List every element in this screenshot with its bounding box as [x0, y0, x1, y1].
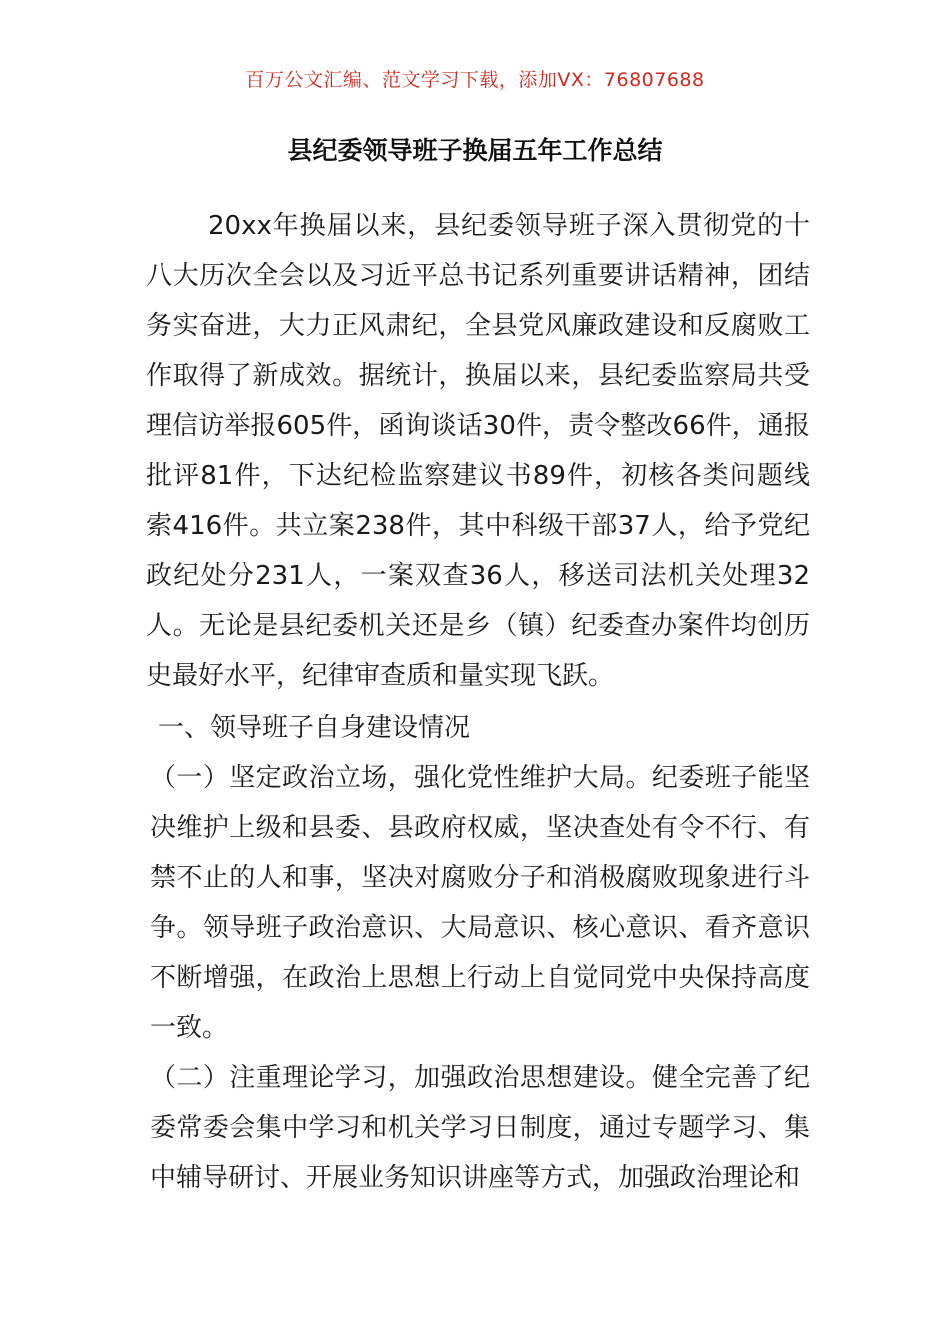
intro-paragraph: 20xx年换届以来，县纪委领导班子深入贯彻党的十八大历次全会以及习近平总书记系列重要讲话精神，团结务实奋进，大力正风肃纪，全县党风廉政建设和反腐败工作取得了新成效。据统计，换届以来，县纪委监察局共受理信访举报605件，函询谈话30件，责令整改66件，通报批评81件，下达纪检监察建议书89件，初核各类问题线索416件。共立案238件，其中科级干部37人，给予党纪政纪处分231人，一案双查36人，移送司法机关处理32人。无论是县纪委机关还是乡（镇）纪委查办案件均创历史最好水平，纪律审查质和量实现飞跃。 [146, 211, 810, 691]
document-title: 县纪委领导班子换届五年工作总结 [287, 136, 663, 165]
subsection-paragraph-1: （一）坚定政治立场，强化党性维护大局。纪委班子能坚决维护上级和县委、县政府权威，坚决查处有令不行、有禁不止的人和事，坚决对腐败分子和消极腐败现象进行斗争。领导班子政治意识、大局意识、核心意识、看齐意识不断增强，在政治上思想上行动上自觉同党中央保持高度一致。 [150, 763, 810, 1043]
document-body [146, 201, 810, 1203]
subsection-paragraph-2: （二）注重理论学习，加强政治思想建设。健全完善了纪委常委会集中学习和机关学习日制度，通过专题学习、集中辅导研讨、开展业务知识讲座等方式，加强政治理论和 [150, 1063, 810, 1193]
section-heading: 一、领导班子自身建设情况 [158, 713, 471, 743]
watermark-banner: 百万公文汇编、范文学习下载，添加VX：76807688 [245, 69, 705, 91]
